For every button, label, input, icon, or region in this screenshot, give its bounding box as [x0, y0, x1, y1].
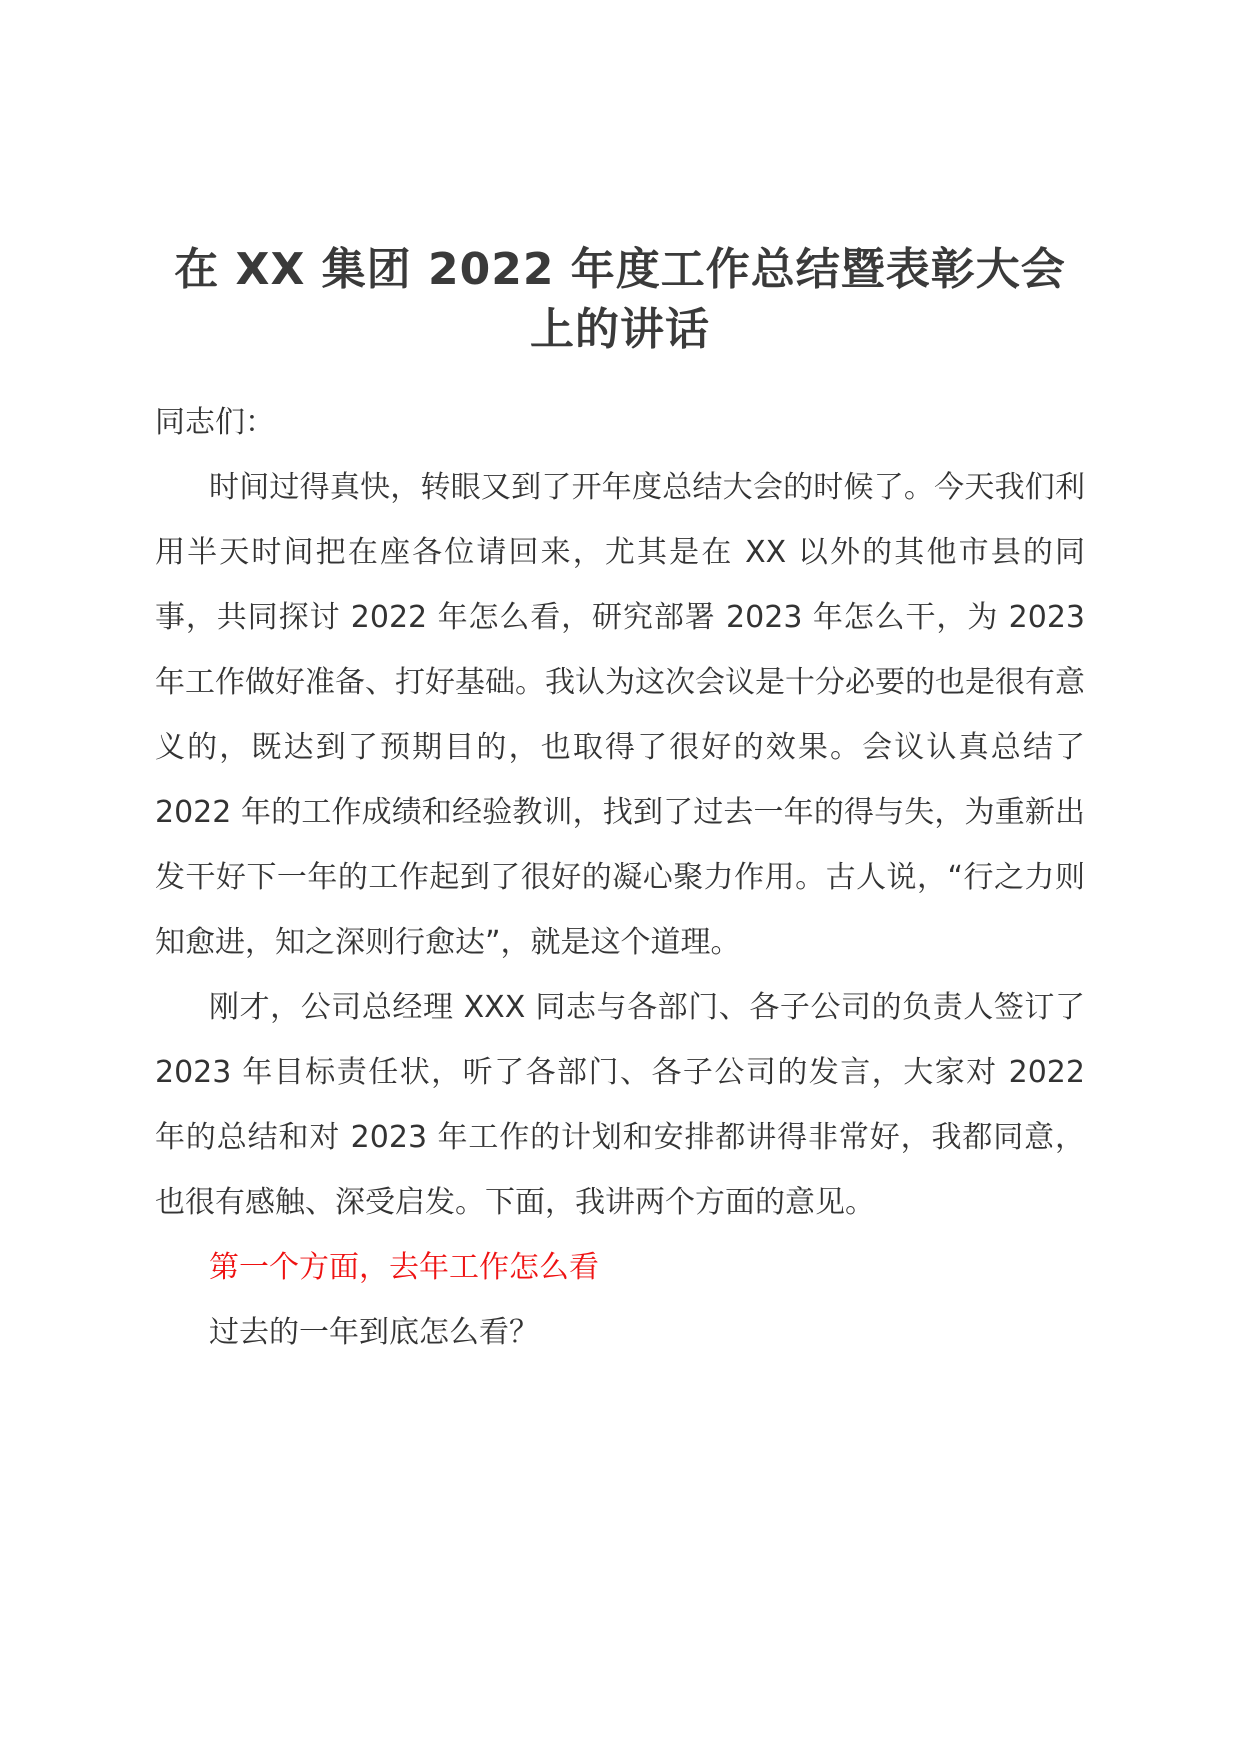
- section-heading: 第一个方面，去年工作怎么看: [209, 1250, 599, 1285]
- paragraph-agreement: 刚才，公司总经理 XXX 同志与各部门、各子公司的负责人签订了 2023 年目标责任状，听了各部门、各子公司的发言，大家对 2022 年的总结和对 2023 年工作的计划和安排都讲得非常好，我都同意，也很有感触、深受启发。下面，我讲两个方面的意见。: [155, 990, 1085, 1220]
- paragraph-opening: 时间过得真快，转眼又到了开年度总结大会的时候了。今天我们利用半天时间把在座各位请回来，尤其是在 XX 以外的其他市县的同事，共同探讨 2022 年怎么看，研究部署 2023 年怎么干，为 2023 年工作做好准备、打好基础。我认为这次会议是十分必要的也是很有意义的，既达到了预期目的，也取得了很好的效果。会议认真总结了 2022 年的工作成绩和经验教训，找到了过去一年的得与失，为重新出发干好下一年的工作起到了很好的凝心聚力作用。古人说，“行之力则知愈进，知之深则行愈达”，就是这个道理。: [155, 470, 1085, 960]
- document-body: [155, 240, 1085, 1365]
- document-title: 在 XX 集团 2022 年度工作总结暨表彰大会上的讲话: [174, 244, 1066, 355]
- section-question: 过去的一年到底怎么看？: [209, 1315, 539, 1350]
- salutation: 同志们：: [155, 405, 275, 440]
